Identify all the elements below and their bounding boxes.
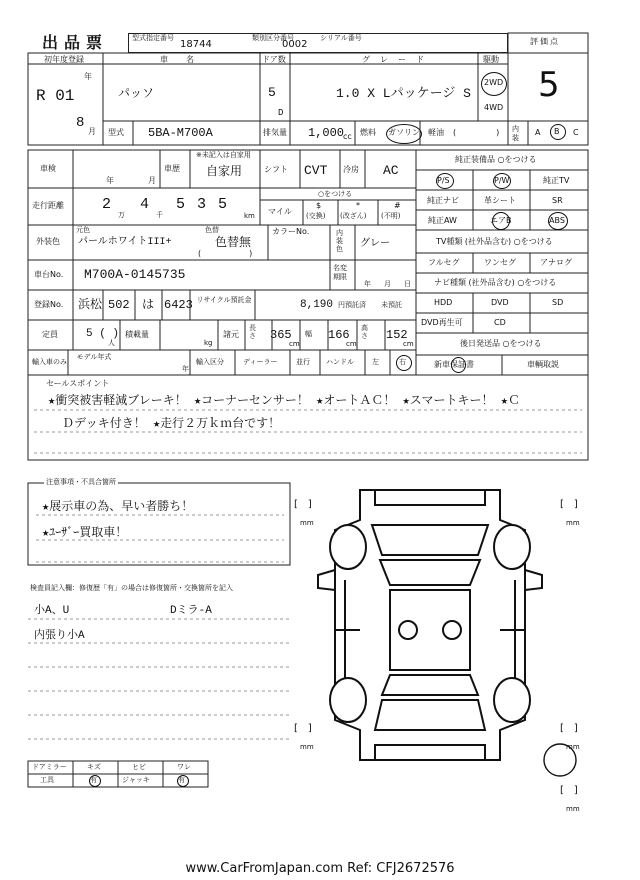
legend-jack-yes: 有 xyxy=(178,776,185,784)
legend-jack: ジャッキ xyxy=(122,776,150,784)
mileage-digit-5: 5 xyxy=(218,196,228,213)
inspection-month-unit: 月 xyxy=(148,176,156,185)
meter-opt-hash: # xyxy=(394,201,401,210)
navi-cd: CD xyxy=(494,318,506,327)
navi-hdd: HDD xyxy=(434,298,453,307)
equip-abs-circle xyxy=(548,212,568,230)
fuel-label: 燃料 xyxy=(360,128,376,137)
mm-rear-right: mm xyxy=(566,743,580,751)
displacement-label: 排気量 xyxy=(263,128,287,137)
model-label: 型式 xyxy=(108,128,124,137)
plate-kana: は xyxy=(142,298,155,312)
mm-front-left: mm xyxy=(300,519,314,527)
meter-header: ○をつける xyxy=(318,190,353,198)
meter-opt-dollar: $ xyxy=(316,201,322,210)
handle-left: 左 xyxy=(372,358,379,366)
capacity-label: 定員 xyxy=(42,330,58,339)
height-label: 高さ xyxy=(361,324,368,340)
cc-unit: cc xyxy=(343,132,352,141)
length-value: 365 xyxy=(270,328,292,342)
type-cert-value: 18744 xyxy=(180,39,212,50)
load-label: 積載量 xyxy=(125,330,149,339)
inspector-line-2: 内張り小A xyxy=(34,630,85,642)
shift-value: CVT xyxy=(304,163,328,178)
bracket-rear-left: [ ] xyxy=(294,723,312,734)
mm-spare: mm xyxy=(566,805,580,813)
tv-oneseg: ワンセグ xyxy=(484,258,516,267)
model-value: 5BA-M700A xyxy=(148,126,213,140)
displacement-value: 1,000 xyxy=(308,126,345,140)
plate-class: 502 xyxy=(108,298,130,312)
bracket-front-left: [ ] xyxy=(294,499,312,510)
interior-color-value: グレー xyxy=(360,239,390,250)
tv-header: TV種類 (社外品含む) ○をつける xyxy=(436,237,553,246)
mileage-man: 万 xyxy=(118,211,125,219)
navi-header: ナビ種類 (社外品含む) ○をつける xyxy=(434,278,557,287)
fuel-selected: ガソリン xyxy=(388,128,420,137)
ac-value: AC xyxy=(383,163,399,178)
car-name-value: パッソ xyxy=(118,87,155,101)
later-warranty-circle xyxy=(451,357,466,373)
equip-sr: SR xyxy=(552,196,563,205)
handle-label: ハンドル xyxy=(326,358,354,366)
diesel-label: 軽油 xyxy=(428,128,444,137)
capacity-unit: 人 xyxy=(108,339,115,347)
interior-label: 内装 xyxy=(512,125,519,142)
recycle-unpaid: 未預託 xyxy=(381,301,402,309)
sales-line-2: Ｄデッキ付き！ ★走行２万ｋｍ台です！ xyxy=(62,417,281,431)
type-cert-label: 型式指定番号 xyxy=(132,34,174,42)
notes-label: 注意事項・不具合箇所 xyxy=(46,478,116,486)
meter-opt-star: * xyxy=(356,201,360,210)
equip-abs: ABS xyxy=(549,216,565,225)
sales-label: セールスポイント xyxy=(46,379,110,388)
use-note: ※未記入は自家用 xyxy=(196,151,251,159)
equipment-header: 純正装備品 ○をつける xyxy=(455,155,537,164)
plate-label: 登録No. xyxy=(34,300,64,309)
mm-rear-left: mm xyxy=(300,743,314,751)
legend-break: ワレ xyxy=(177,763,191,771)
recycle-label: リサイクル預託金 xyxy=(196,296,252,304)
mileage-km: km xyxy=(244,212,255,220)
meter-label: マイル xyxy=(268,207,292,216)
name-change-label: 名変期限 xyxy=(333,264,347,281)
later-header: 後日発送品 ○をつける xyxy=(460,339,542,348)
inspection-year-unit: 年 xyxy=(106,176,114,185)
recycle-unit: 円預託済 xyxy=(338,301,366,309)
first-reg-year: R 01 xyxy=(36,87,75,105)
tv-fullseg: フルセグ xyxy=(428,258,460,267)
equip-pw: P/W xyxy=(494,176,510,185)
plate-number: 6423 xyxy=(164,298,193,312)
equip-navi: 純正ナビ xyxy=(427,196,459,205)
legend-door-mirror: ドアミラー xyxy=(32,763,67,771)
capacity-value: 5 ( ) xyxy=(86,328,120,340)
equip-tv: 純正TV xyxy=(543,176,570,185)
legend-crack: ヒビ xyxy=(132,763,146,771)
recycle-value: 8,190 xyxy=(300,299,334,311)
import-parallel: 並行 xyxy=(296,358,310,366)
drive-2wd: 2WD xyxy=(484,78,504,87)
footer-ref: www.CarFromJapan.com Ref: CFJ2672576 xyxy=(185,861,455,876)
first-reg-label: 初年度登録 xyxy=(44,55,84,64)
bracket-spare: [ ] xyxy=(560,785,578,796)
name-change-month: 月 xyxy=(384,280,391,288)
meter-opt-dollar-sub: (交換) xyxy=(306,212,326,220)
dims-label: 諸元 xyxy=(223,330,239,339)
color-code-label: 色替 xyxy=(205,226,219,234)
length-cm: cm xyxy=(289,340,300,348)
later-warranty: 新車保証書 xyxy=(434,360,474,369)
mileage-digit-2: 4 xyxy=(140,196,150,213)
doors-value: 5 xyxy=(268,85,276,100)
meter-opt-star-sub: (改ざん) xyxy=(340,212,367,220)
sales-line-1: ★衝突被害軽減ブレーキ！ ★コーナーセンサー！ ★オートＡＣ！ ★スマートキー！ ★Ｃ xyxy=(48,394,520,408)
doors-label: ドア数 xyxy=(262,55,286,64)
class-value: 0002 xyxy=(282,39,308,50)
notes-line-1: ★展示車の為、早い者勝ち！ xyxy=(42,500,194,514)
interior-b: B xyxy=(554,127,560,136)
import-dealer: ディーラー xyxy=(243,358,278,366)
height-cm: cm xyxy=(403,340,414,348)
navi-sd: SD xyxy=(552,298,564,307)
color-label: 外装色 xyxy=(36,237,60,246)
load-kg: kg xyxy=(204,339,213,347)
interior-a: A xyxy=(535,128,541,137)
mileage-label: 走行距離 xyxy=(32,201,64,210)
drive-label: 駆動 xyxy=(483,55,499,64)
diesel-paren: ( ) xyxy=(453,128,500,137)
door-type: D xyxy=(278,108,284,118)
grade-label: グレード xyxy=(362,55,434,64)
legend-scratch: キズ xyxy=(87,763,101,771)
import-class-label: 輸入区分 xyxy=(196,358,224,366)
serial-label: シリアル番号 xyxy=(320,34,362,42)
inspection-label: 車検 xyxy=(40,164,56,173)
name-change-year: 年 xyxy=(364,280,371,288)
interior-c: C xyxy=(573,128,579,137)
first-reg-month: 8 xyxy=(76,115,85,131)
equip-aw: 純正AW xyxy=(428,216,457,225)
mileage-digit-1: 2 xyxy=(102,196,112,213)
month-unit: 月 xyxy=(88,127,96,136)
chassis-label: 車台No. xyxy=(34,270,64,279)
width-cm: cm xyxy=(346,340,357,348)
shift-label: シフト xyxy=(264,165,288,174)
class-label: 類別区分番号 xyxy=(252,34,294,42)
navi-dvd: DVD xyxy=(491,298,509,307)
equip-airbag: エアB xyxy=(490,216,512,225)
form-title: 出品票 xyxy=(42,33,109,52)
equip-leather: 革シート xyxy=(484,196,516,205)
equip-airbag-circle xyxy=(492,212,510,230)
drive-4wd: 4WD xyxy=(484,103,504,112)
chassis-value: M700A-0145735 xyxy=(84,267,186,282)
equip-ps-circle xyxy=(436,173,454,189)
orig-color-label: 元色 xyxy=(76,226,90,234)
later-manual: 車輌取説 xyxy=(527,360,559,369)
inspector-line-1b: Dミラ-A xyxy=(170,605,212,617)
navi-dvd-play: DVD再生可 xyxy=(421,318,463,327)
notes-line-2: ★ﾕｰｻﾞｰ買取車！ xyxy=(42,526,128,540)
use-label: 車歴 xyxy=(164,164,180,173)
width-label: 幅 xyxy=(305,330,312,338)
grade-value: 1.0 X Lパッケージ S xyxy=(336,86,471,101)
plate-region: 浜松 xyxy=(78,298,103,312)
interior-color-label: 内装色 xyxy=(336,229,343,253)
model-year-label: モデル年式 xyxy=(76,353,112,361)
mileage-digit-3: 5 xyxy=(176,196,186,213)
legend-tools-yes: 有 xyxy=(90,776,97,784)
mm-front-right: mm xyxy=(566,519,580,527)
model-year-unit: 年 xyxy=(182,365,189,373)
legend-tools: 工具 xyxy=(40,776,54,784)
length-label: 長さ xyxy=(249,324,256,340)
score-value: 5 xyxy=(538,65,560,105)
inspector-line-1a: 小A、U xyxy=(34,605,70,617)
width-value: 166 xyxy=(328,328,350,342)
score-label: 評価点 xyxy=(530,37,560,46)
color-paren: ( ) xyxy=(198,249,253,258)
equip-ps: P/S xyxy=(437,176,450,185)
bracket-rear-right: [ ] xyxy=(560,723,578,734)
bracket-front-right: [ ] xyxy=(560,499,578,510)
meter-opt-hash-sub: (不明) xyxy=(381,212,401,220)
import-label: 輸入車のみ xyxy=(32,358,67,366)
inspector-label: 検査員記入欄：修復歴「有」の場合は修復箇所・交換箇所を記入 xyxy=(30,584,233,592)
mileage-digit-4: 3 xyxy=(197,196,207,213)
orig-color-value: パールホワイトIII+ xyxy=(78,237,172,248)
equip-pw-circle xyxy=(493,173,511,189)
car-name-label: 車名 xyxy=(160,55,212,64)
color-no-label: カラーNo. xyxy=(272,227,310,236)
tv-analog: アナログ xyxy=(540,258,572,267)
ac-label: 冷房 xyxy=(343,165,359,174)
handle-right: 右 xyxy=(399,358,406,366)
color-code-value: 色替無 xyxy=(215,236,252,250)
year-unit: 年 xyxy=(84,72,92,81)
height-value: 152 xyxy=(386,328,408,342)
mileage-sen: 千 xyxy=(156,211,163,219)
use-value: 自家用 xyxy=(206,165,243,179)
name-change-day: 日 xyxy=(404,280,411,288)
